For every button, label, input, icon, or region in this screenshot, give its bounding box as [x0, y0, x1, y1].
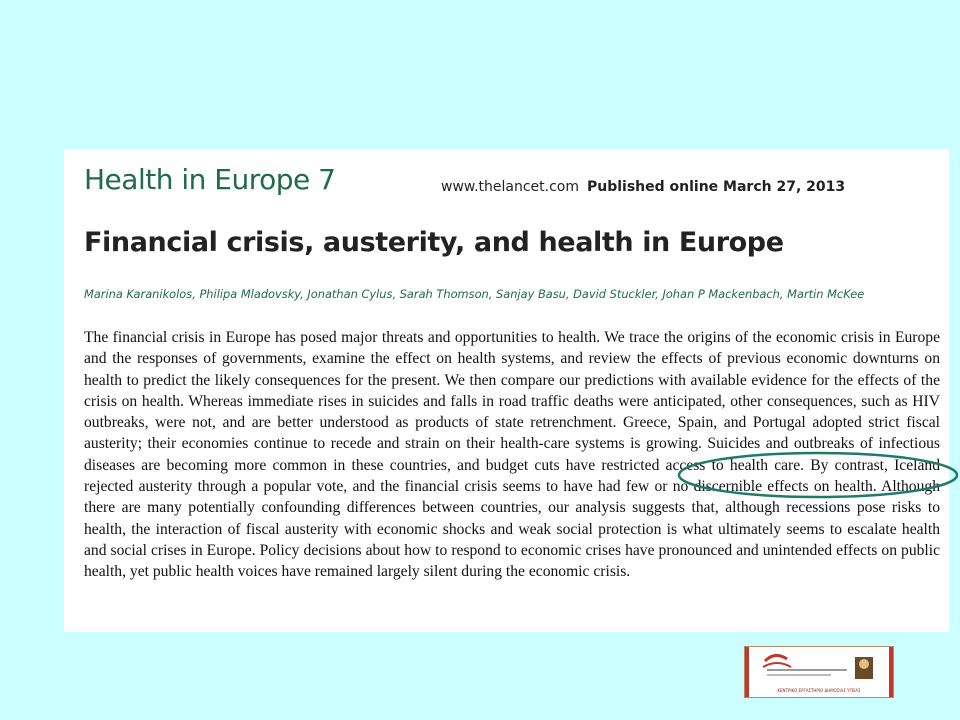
abstract-text: The financial crisis in Europe has posed major threats and opportunities to health. We trace the origins of the economic crisis in Europe and the responses of governments, examine the effect on health systems, and review the effects of previous economic downturns on health to predict the likely consequences for the present. We then compare our predictions with available evidence for the effects of the crisis on health. Whereas immediate rises in suicides and falls in road traffic deaths were anticipated, other consequences, such as HIV outbreaks, were not, and are better understood as products of state retrenchment. Greece, Spain, and Portugal adopted strict fiscal austerity; their economies continue to recede and strain on their health-care systems is growing. Suicides and outbreaks of infectious diseases are becoming more common in these countries, and budget cuts have restricted access to health care. By contrast, Iceland rejected austerity through a popular vote, and the financial crisis seems to have had few or no discernible effects on health. Although there are many potentially confounding differences between countries, our analysis suggests that, although recessions pose risks to health, the interaction of fiscal austerity with economic shocks and weak social protection is what ultimately seems to escalate health and social crises in Europe. Policy decisions about how to respond to economic crises have pronounced and unintended effects on public health, yet public health voices have remained largely silent during the economic crisis.	[84, 329, 940, 581]
article-excerpt	[64, 149, 949, 632]
logo-caption: ΚΕΝΤΡΙΚΟ ΕΡΓΑΣΤΗΡΙΟ ΔΗΜΟΣΙΑΣ ΥΓΕΙΑΣ	[777, 688, 861, 693]
author-list: Marina Karanikolos, Philipa Mladovsky, Jonathan Cylus, Sarah Thomson, Sanjay Basu, David Stuckler, Johan P Mackenbach, Martin McKee	[84, 287, 865, 301]
series-title: Health in Europe 7	[84, 163, 336, 196]
journal-website: www.thelancet.com	[441, 179, 579, 195]
publication-meta	[441, 179, 845, 195]
article-title: Financial crisis, austerity, and health in Europe	[84, 227, 784, 258]
publication-date: Published online March 27, 2013	[586, 179, 846, 195]
institution-logo	[744, 646, 894, 698]
